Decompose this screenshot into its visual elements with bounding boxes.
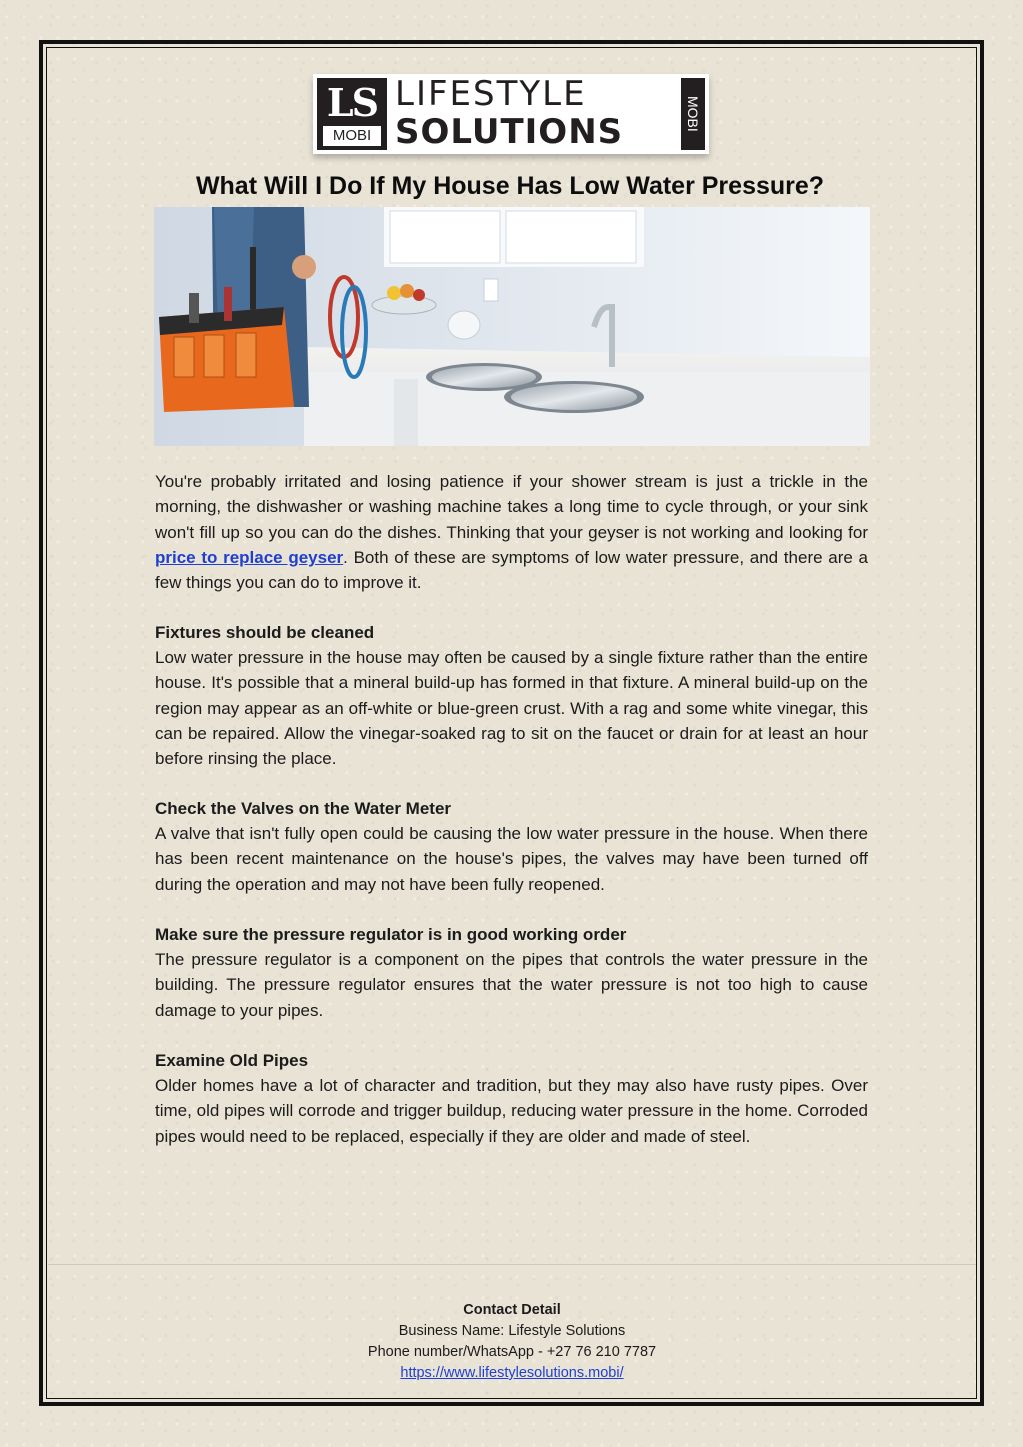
logo-mark-letters: LS (326, 80, 378, 125)
logo-text-line1: LIFESTYLE (395, 74, 587, 114)
section-heading-fixtures: Fixtures should be cleaned (155, 623, 375, 642)
contact-phone: Phone number/WhatsApp - +27 76 210 7787 (367, 1344, 657, 1360)
logo-mark (317, 78, 387, 150)
website-link[interactable]: https://www.lifestylesolutions.mobi/ (400, 1365, 624, 1381)
section-text-fixtures: Low water pressure in the house may often be caused by a single fixture rather than the entire house. It's possible that a mineral build-up has formed in that fixture. A mineral build-up on the region may appear as an off-white or blue-green crust. With a rag and some white vinegar, this can be repaired. Allow the vinegar-soaked rag to sit on the faucet or drain for at least an hour before rinsing the place. (155, 648, 868, 769)
price-to-replace-geyser-link[interactable]: price to replace geyser (155, 547, 344, 567)
logo-side-tag: MOBI (681, 78, 705, 150)
section-text-old-pipes: Older homes have a lot of character and tradition, but they may also have rusty pipes. Over time, old pipes will corrode and trigger buildup, reducing water pressure in the home. Corroded pipes would need to be replaced, especially if they are older and made of steel. (155, 1076, 868, 1146)
section-heading-valves: Check the Valves on the Water Meter (155, 799, 452, 818)
plumber-kitchen-photo (154, 207, 870, 446)
contact-title: Contact Detail (463, 1302, 561, 1318)
intro-text-after-link: . Both of these are symptoms of low water pressure, and there are a few things you can do to improve it. (155, 547, 868, 593)
section-text-valves: A valve that isn't fully open could be causing the low water pressure in the house. When there has been recent maintenance on the house's pipes, the valves may have been turned off during the operation and may not have been fully reopened. (155, 824, 868, 894)
section-heading-old-pipes: Examine Old Pipes (155, 1051, 309, 1070)
section-text-pressure-regulator: The pressure regulator is a component on the pipes that controls the water pressure in the building. The pressure regulator ensures that the water pressure is not too high to cause damage to your pipes. (155, 950, 868, 1020)
intro-text-before-link: You're probably irritated and losing patience if your shower stream is just a trickle in the morning, the dishwasher or washing machine takes a long time to cycle through, or your sink won't fill up so you can do the dishes. Thinking that your geyser is not working and looking for (155, 472, 868, 542)
contact-business-name: Business Name: Lifestyle Solutions (398, 1323, 626, 1339)
logo-mark-subtext: MOBI (323, 126, 381, 146)
footer-divider (48, 1264, 976, 1265)
intro-paragraph (155, 469, 868, 595)
section-heading-pressure-regulator: Make sure the pressure regulator is in good working order (155, 925, 627, 944)
logo-text-line2: SOLUTIONS (395, 112, 624, 152)
page-title: What Will I Do If My House Has Low Water Pressure? (195, 172, 825, 200)
contact-block (300, 1300, 724, 1384)
lifestyle-solutions-logo (313, 74, 709, 154)
